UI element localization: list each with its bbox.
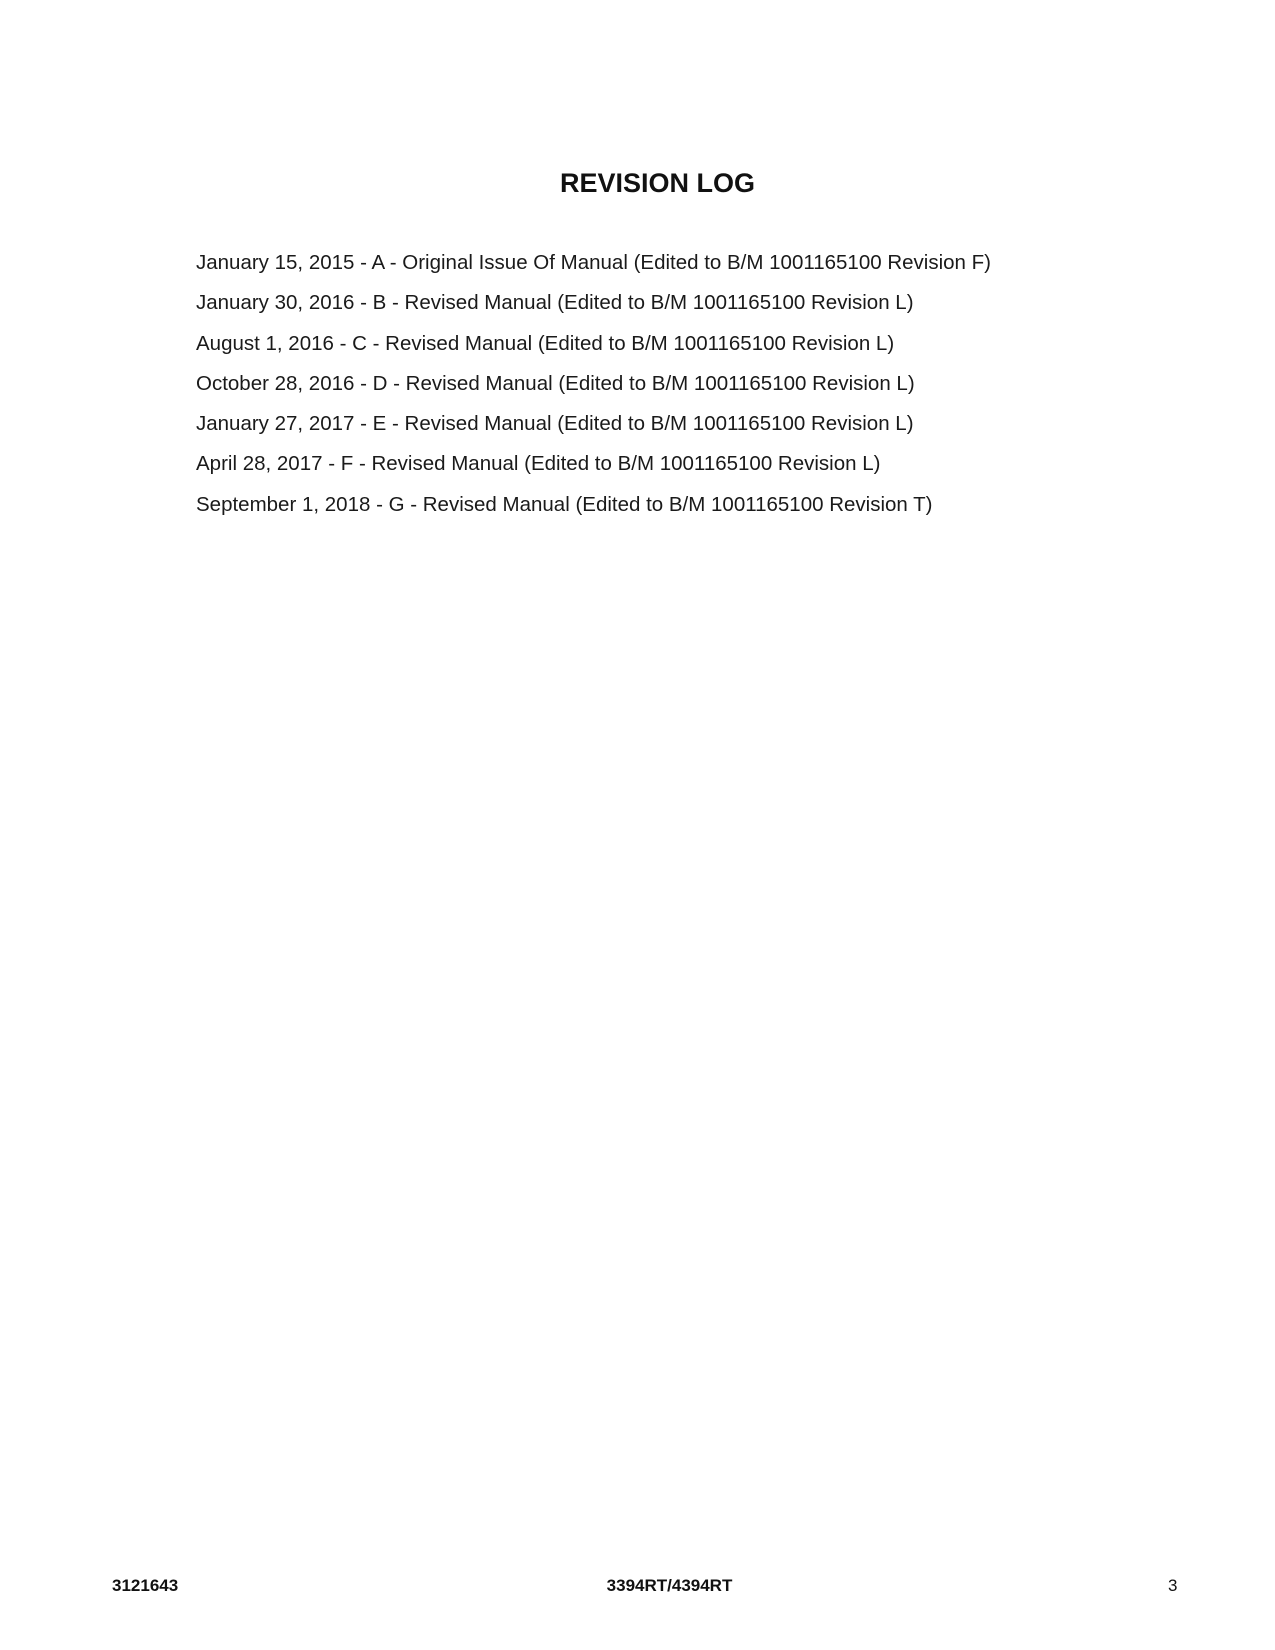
- revision-entry: January 27, 2017 - E - Revised Manual (Edited to B/M 1001165100 Revision L): [196, 412, 914, 436]
- footer-page-number: 3: [1168, 1576, 1178, 1595]
- footer-document-number: 3121643: [112, 1576, 179, 1595]
- revision-log-list: [196, 243, 991, 525]
- revision-entry: January 15, 2015 - A - Original Issue Of Manual (Edited to B/M 1001165100 Revision F): [196, 251, 991, 274]
- revision-entry: April 28, 2017 - F - Revised Manual (Edited to B/M 1001165100 Revision L): [196, 452, 881, 476]
- footer-model: 3394RT/4394RT: [606, 1576, 733, 1595]
- revision-entry: September 1, 2018 - G - Revised Manual (Edited to B/M 1001165100 Revision T): [196, 492, 933, 516]
- revision-entry: October 28, 2016 - D - Revised Manual (Edited to B/M 1001165100 Revision L): [196, 371, 915, 395]
- revision-entry: August 1, 2016 - C - Revised Manual (Edited to B/M 1001165100 Revision L): [196, 331, 895, 355]
- revision-entry: January 30, 2016 - B - Revised Manual (Edited to B/M 1001165100 Revision L): [196, 291, 914, 315]
- page-title: REVISION LOG: [559, 168, 756, 198]
